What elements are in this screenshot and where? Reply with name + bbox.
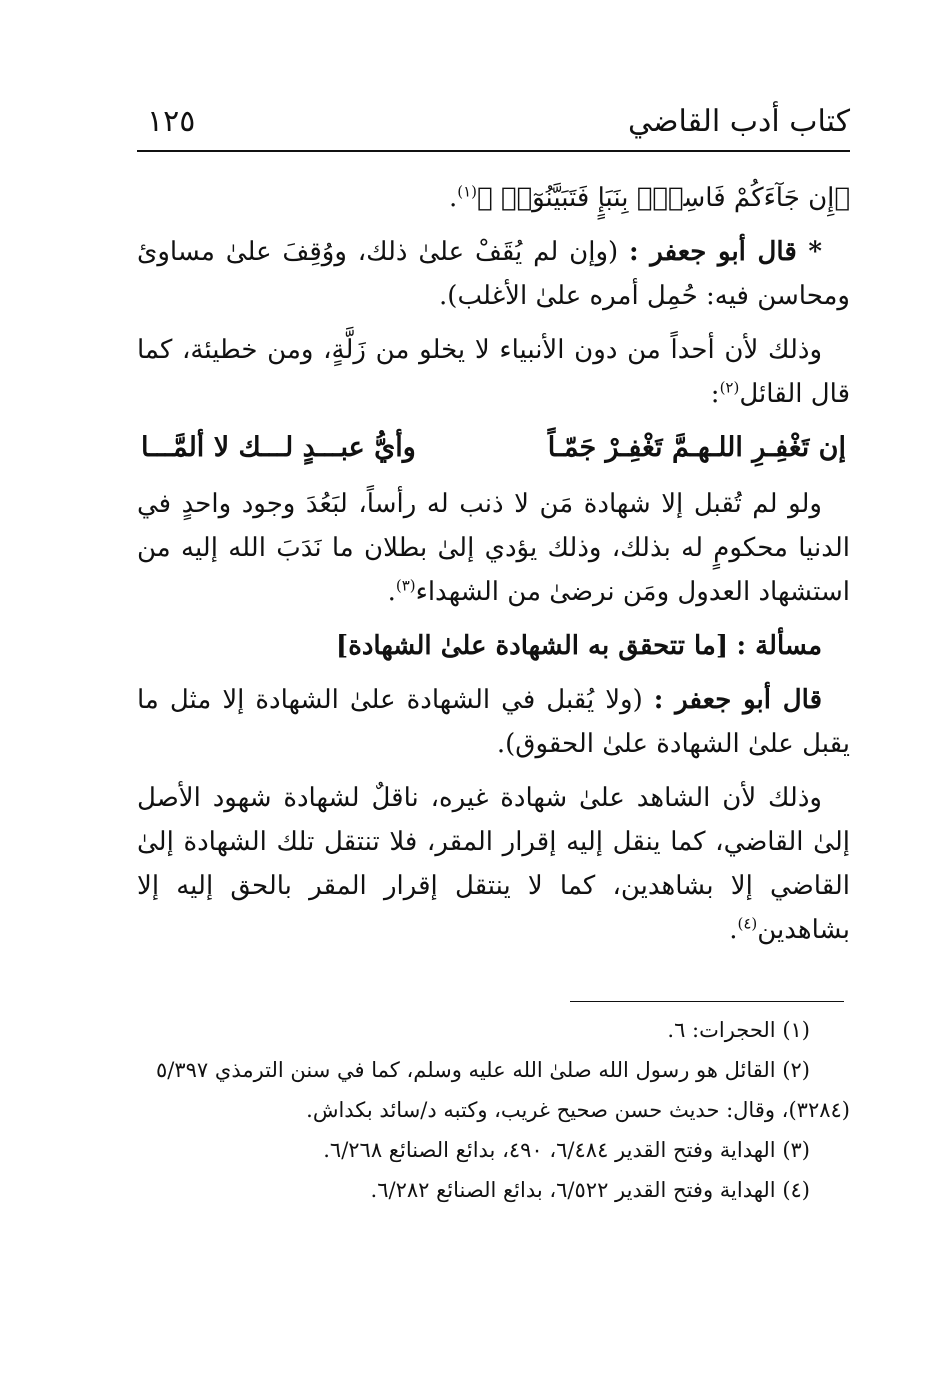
paragraph-1 (137, 230, 850, 318)
footnote-3: (٣) الهداية وفتح القدير ٦/٤٨٤، ٤٩٠، بدائع الصنائع ٦/٢٦٨. (323, 1138, 810, 1162)
running-header (137, 98, 850, 152)
paragraph-5-end: . (729, 915, 738, 945)
paragraph-4 (137, 678, 850, 766)
book-title: كتاب أدب القاضي (628, 104, 850, 139)
verse-first-hemistich: إن تَغْفِـرِ اللـهـمَّ تَغْفِـرْ جَمّـاً (547, 432, 846, 463)
paragraph-4-text: (ولا يُقبل في الشهادة علىٰ الشهادة إلا مثل ما يقبل علىٰ الشهادة علىٰ الحقوق). (137, 685, 850, 759)
footnote-ref-4: (٤) (737, 914, 758, 933)
footnote-divider (570, 1001, 844, 1002)
issue-label: مسألة : (736, 631, 822, 661)
paragraph-2-text: وذلك لأن أحداً من دون الأنبياء لا يخلو من زَلَّةٍ، ومن خطيئة، كما قال القائل (137, 335, 850, 409)
issue-heading (137, 624, 850, 668)
paragraph-1-text: (وإن لم يُقَفْ علىٰ ذلك، ووُقِفَ علىٰ مساوئ ومحاسن فيه: حُمِل أمره علىٰ الأغلب). (137, 237, 850, 311)
paragraph-2 (137, 328, 850, 416)
paragraph-5 (137, 776, 850, 952)
poetry-verse (137, 426, 850, 470)
paragraph-3 (137, 482, 850, 614)
footnote-2-continuation: (٣٢٨٤)، وقال: حديث حسن صحيح غريب، وكتبه د/سائد بكداش. (306, 1098, 850, 1122)
quran-verse-line (137, 176, 850, 220)
footnote-ref-1: (١) (457, 182, 477, 201)
footnote-4: (٤) الهداية وفتح القدير ٦/٥٢٢، بدائع الصنائع ٦/٢٨٢. (370, 1178, 810, 1202)
footnote-ref-3: (٣) (395, 576, 416, 595)
footnotes (137, 1012, 850, 1212)
speaker-label-2: قال أبو جعفر : (653, 685, 823, 715)
quran-verse: ﴿إِن جَآءَكُمْ فَاسِقُۢ بِنَبَإٍ فَتَبَيَّنُوٓا۟ ﴾ (477, 183, 850, 213)
paragraph-3-end: . (387, 577, 396, 607)
paragraph-2-end: : (710, 379, 720, 409)
quran-verse-end: . (448, 183, 458, 213)
footnote-ref-2: (٢) (719, 378, 740, 397)
verse-second-hemistich: وأيُّ عبـــدٍ لـــك لا ألمَّـــا (141, 432, 416, 463)
paragraph-5-text: وذلك لأن الشاهد علىٰ شهادة غيره، ناقلٌ لشهادة شهود الأصل إلىٰ القاضي، كما ينقل إليه إقرار المقر، فلا تنتقل تلك الشهادة إلىٰ القاضي إلا بشاهدين، كما لا ينتقل إقرار المقر بالحق إليه إلا بشاهدين (137, 783, 850, 945)
footnote-2: (٢) القائل هو رسول الله صلىٰ الله عليه وسلم، كما في سنن الترمذي ٥/٣٩٧ (156, 1058, 810, 1082)
paragraph-3-text: ولو لم تُقبل إلا شهادة مَن لا ذنب له رأساً، لبَعُدَ وجود واحدٍ في الدنيا محكومٍ له بذلك، وذلك يؤدي إلىٰ بطلان ما نَدَبَ الله إليه من استشهاد العدول ومَن نرضىٰ من الشهداء (137, 489, 850, 607)
speaker-label-1: * قال أبو جعفر : (629, 237, 822, 267)
page-number: ١٢٥ (147, 104, 196, 139)
main-text (137, 176, 850, 962)
issue-title: [ما تتحقق به الشهادة علىٰ الشهادة] (335, 631, 729, 661)
footnote-1: (١) الحجرات: ٦. (667, 1018, 810, 1042)
